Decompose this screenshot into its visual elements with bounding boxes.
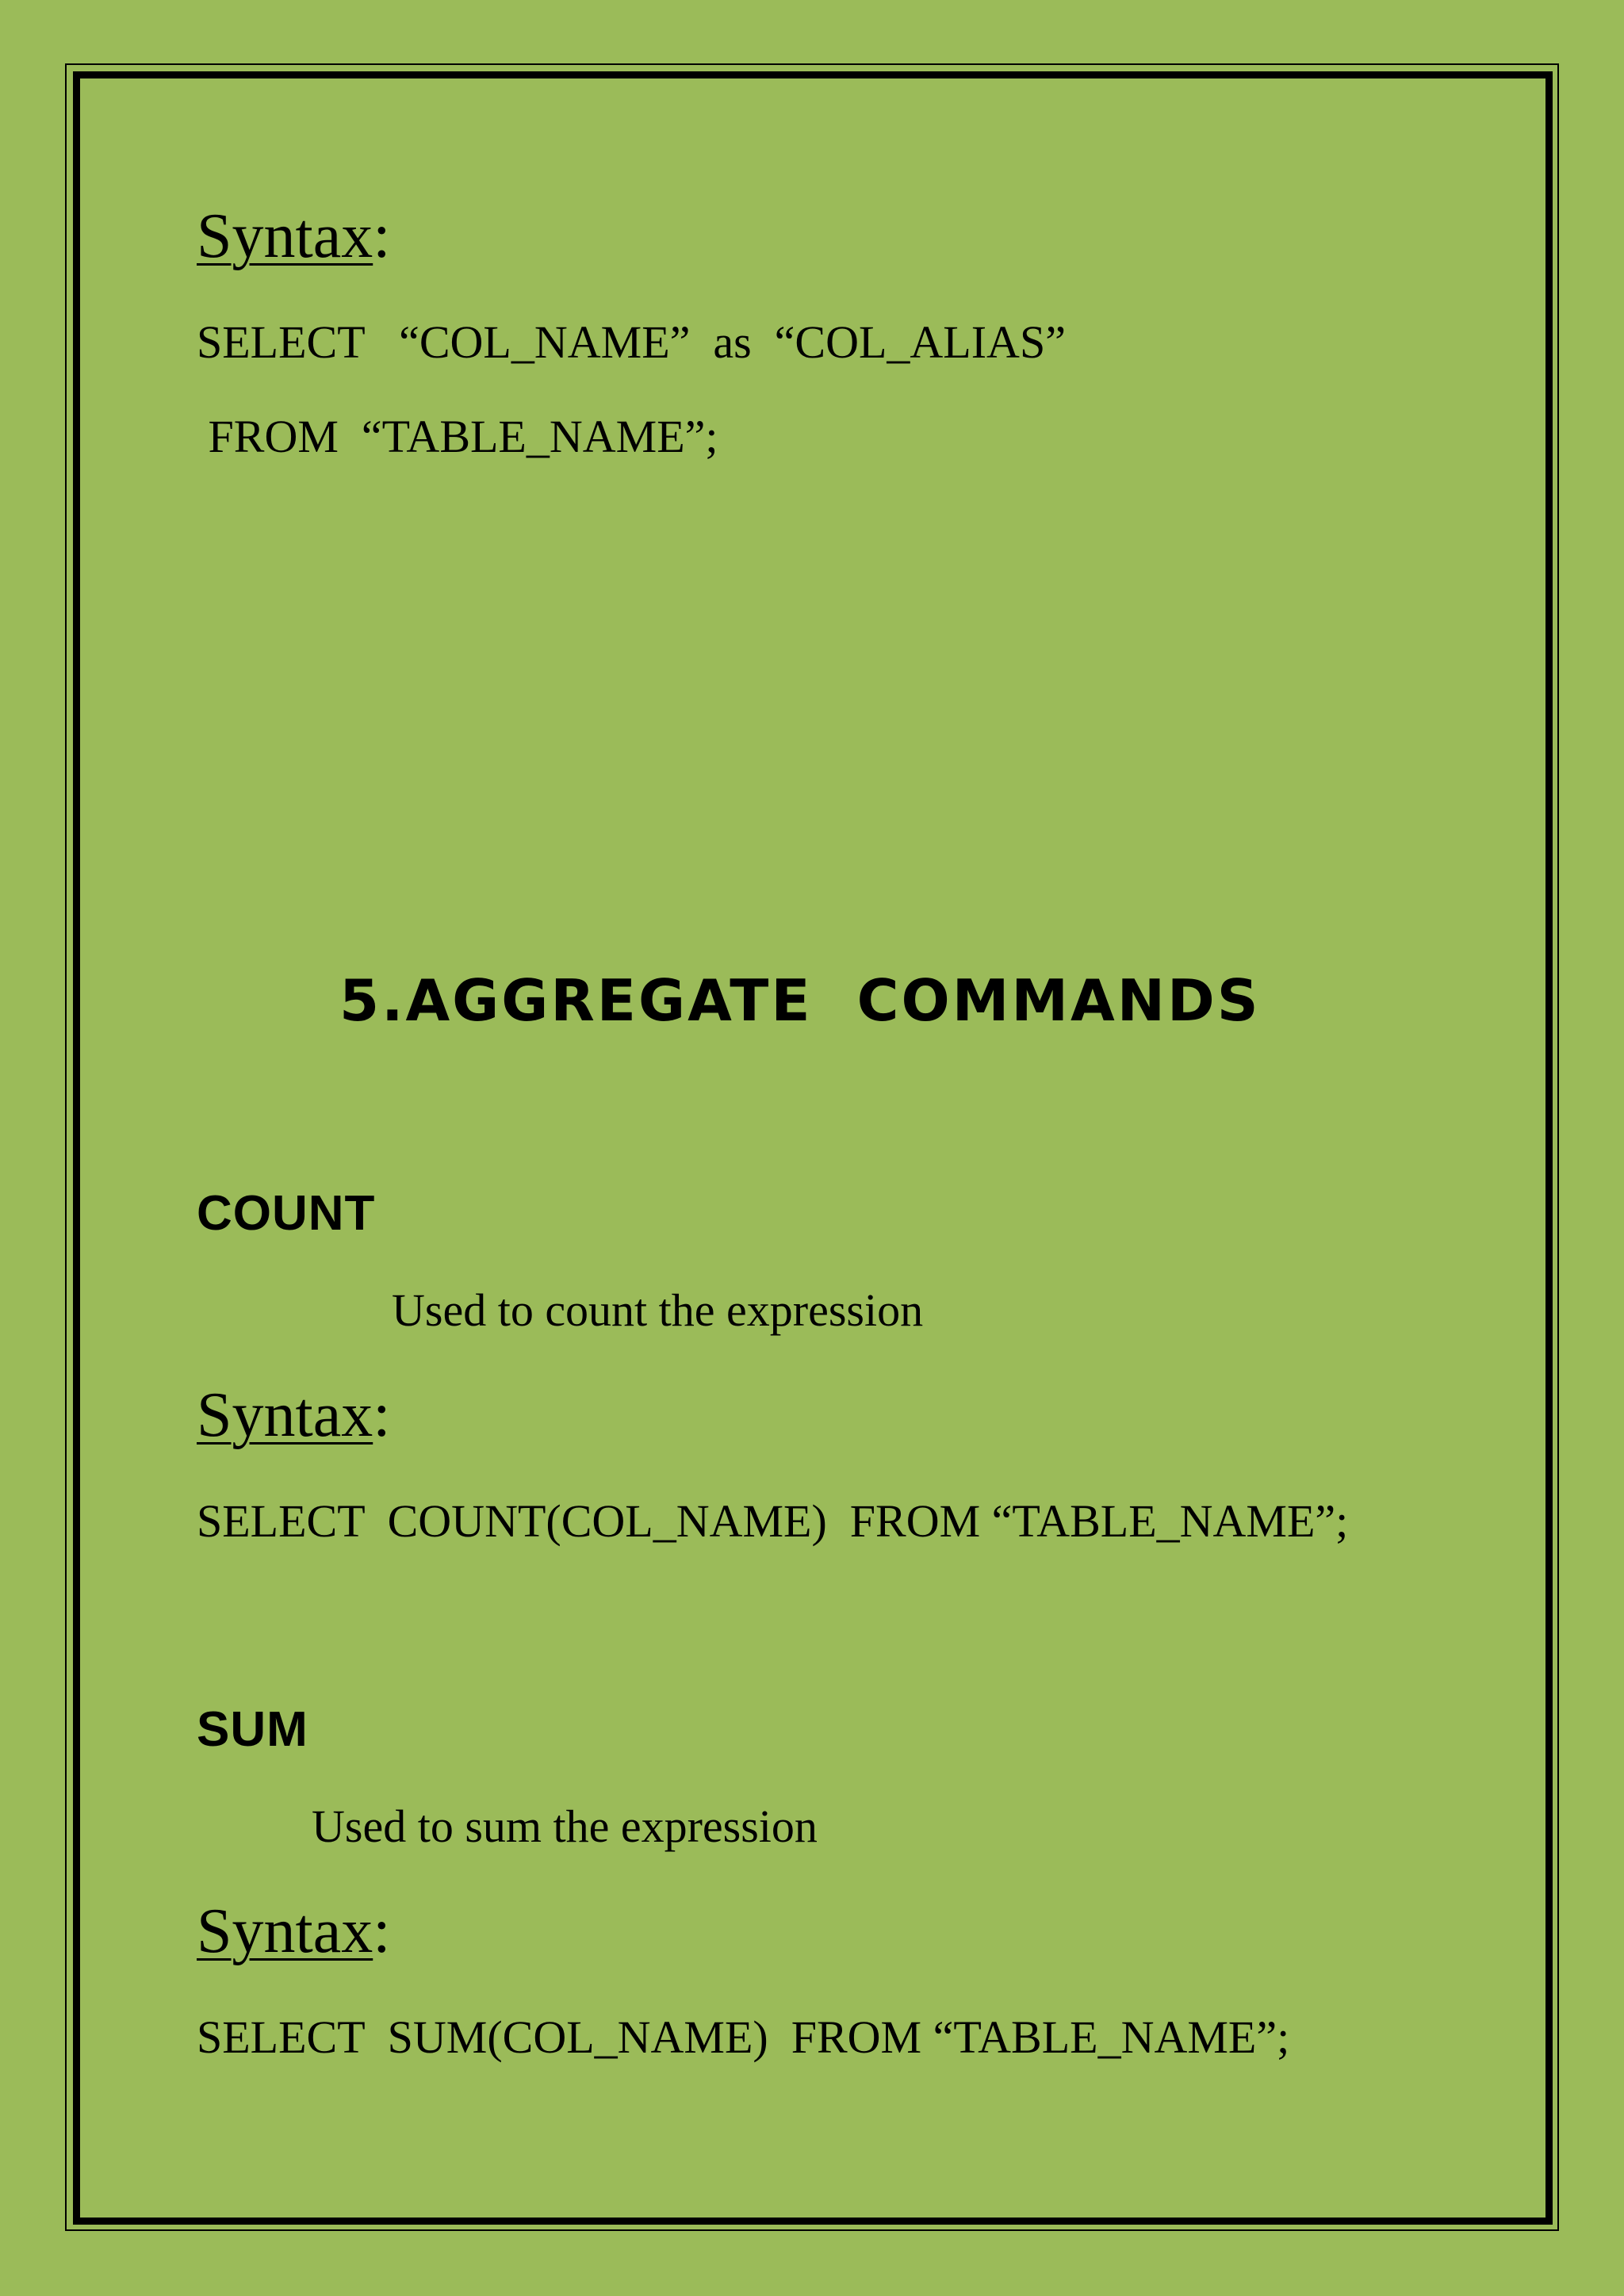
count-heading: COUNT (197, 1186, 376, 1241)
syntax-colon: : (373, 201, 391, 271)
syntax-colon: : (373, 1380, 391, 1450)
syntax-label: Syntax (197, 1896, 373, 1966)
sum-heading: SUM (197, 1702, 308, 1757)
sum-code: SELECT SUM(COL_NAME) FROM “TABLE_NAME”; (197, 2011, 1290, 2063)
code-line-select-alias: SELECT “COL_NAME” as “COL_ALIAS” (197, 316, 1066, 368)
sum-syntax-heading (197, 1896, 391, 1966)
syntax-colon: : (373, 1896, 391, 1966)
syntax-label: Syntax (197, 1380, 373, 1450)
count-code: SELECT COUNT(COL_NAME) FROM “TABLE_NAME”; (197, 1495, 1349, 1547)
section-title: 5.AGGREGATE COMMANDS (339, 967, 1261, 1034)
syntax-heading-top (197, 201, 391, 271)
count-syntax-heading (197, 1380, 391, 1450)
syntax-label: Syntax (197, 201, 373, 271)
code-line-from: FROM “TABLE_NAME”; (197, 411, 718, 462)
count-description: Used to count the expression (392, 1284, 924, 1336)
sum-description: Used to sum the expression (312, 1800, 818, 1852)
